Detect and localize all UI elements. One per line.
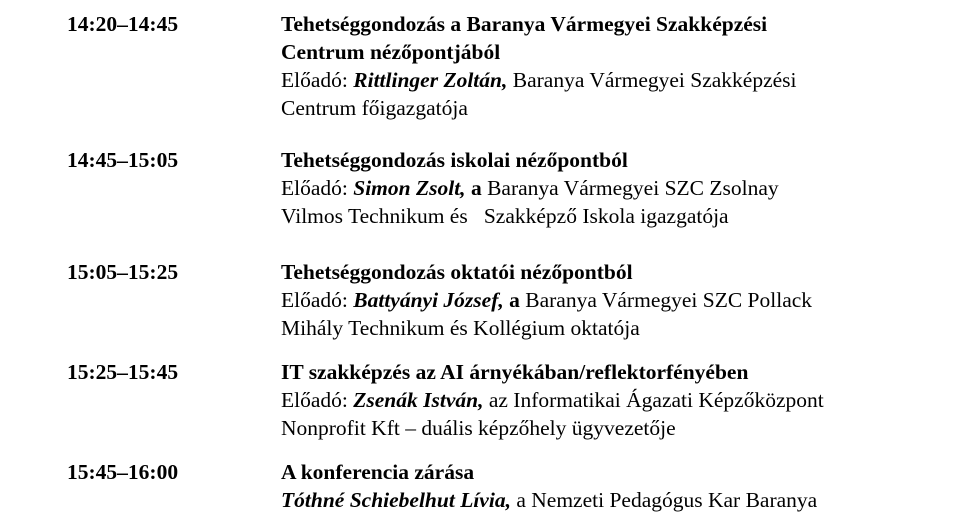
session-title: A konferencia zárása (281, 460, 475, 484)
speaker-name: Rittlinger Zoltán, (353, 68, 508, 92)
time-slot: 15:45–16:00 (67, 460, 179, 484)
presenter-line (281, 486, 921, 514)
presenter-label: Előadó: (281, 288, 354, 312)
session-content (281, 458, 921, 514)
presenter-label: Előadó: (281, 68, 354, 92)
presenter-line (281, 386, 921, 414)
speaker-affiliation: Baranya Vármegyei SZC Pollack (519, 288, 813, 312)
speaker-affiliation: az Informatikai Ágazati Képzőközpont (483, 388, 824, 412)
speaker-affiliation-continued: Vilmos Technikum és Szakképző Iskola igazgatója (281, 204, 729, 228)
presenter-line (281, 66, 921, 94)
time-slot: 15:05–15:25 (67, 260, 179, 284)
time-slot: 14:45–15:05 (67, 148, 179, 172)
session-title: IT szakképzés az AI árnyékában/reflektorfényében (281, 360, 749, 384)
speaker-affiliation-continued: Mihály Technikum és Kollégium oktatója (281, 316, 640, 340)
time-slot: 15:25–15:45 (67, 360, 179, 384)
session-content (281, 258, 921, 342)
speaker-name: Battyányi József, (353, 288, 504, 312)
session-title: Tehetséggondozás oktatói nézőpontból (281, 260, 633, 284)
presenter-label: Előadó: (281, 176, 354, 200)
speaker-affiliation: Baranya Vármegyei Szakképzési (507, 68, 797, 92)
presenter-line (281, 286, 921, 314)
speaker-affiliation: Baranya Vármegyei SZC Zsolnay (481, 176, 779, 200)
presenter-label: Előadó: (281, 388, 354, 412)
session-title: Tehetséggondozás iskolai nézőpontból (281, 148, 628, 172)
speaker-connector: a (503, 288, 520, 312)
session-content (281, 146, 921, 230)
speaker-connector: a (465, 176, 482, 200)
time-slot: 14:20–14:45 (67, 12, 179, 36)
speaker-affiliation-continued: Centrum főigazgatója (281, 96, 468, 120)
session-title: Tehetséggondozás a Baranya Vármegyei Szakképzési (281, 12, 768, 36)
session-content (281, 358, 921, 442)
speaker-name: Simon Zsolt, (353, 176, 466, 200)
speaker-affiliation: a Nemzeti Pedagógus Kar Baranya (510, 488, 818, 512)
session-content (281, 10, 921, 122)
presenter-line (281, 174, 921, 202)
speaker-affiliation-continued: Nonprofit Kft – duális képzőhely ügyvezetője (281, 416, 676, 440)
speaker-name: Zsenák István, (353, 388, 484, 412)
session-title-continued: Centrum nézőpontjából (281, 40, 501, 64)
speaker-name: Tóthné Schiebelhut Lívia, (281, 488, 511, 512)
